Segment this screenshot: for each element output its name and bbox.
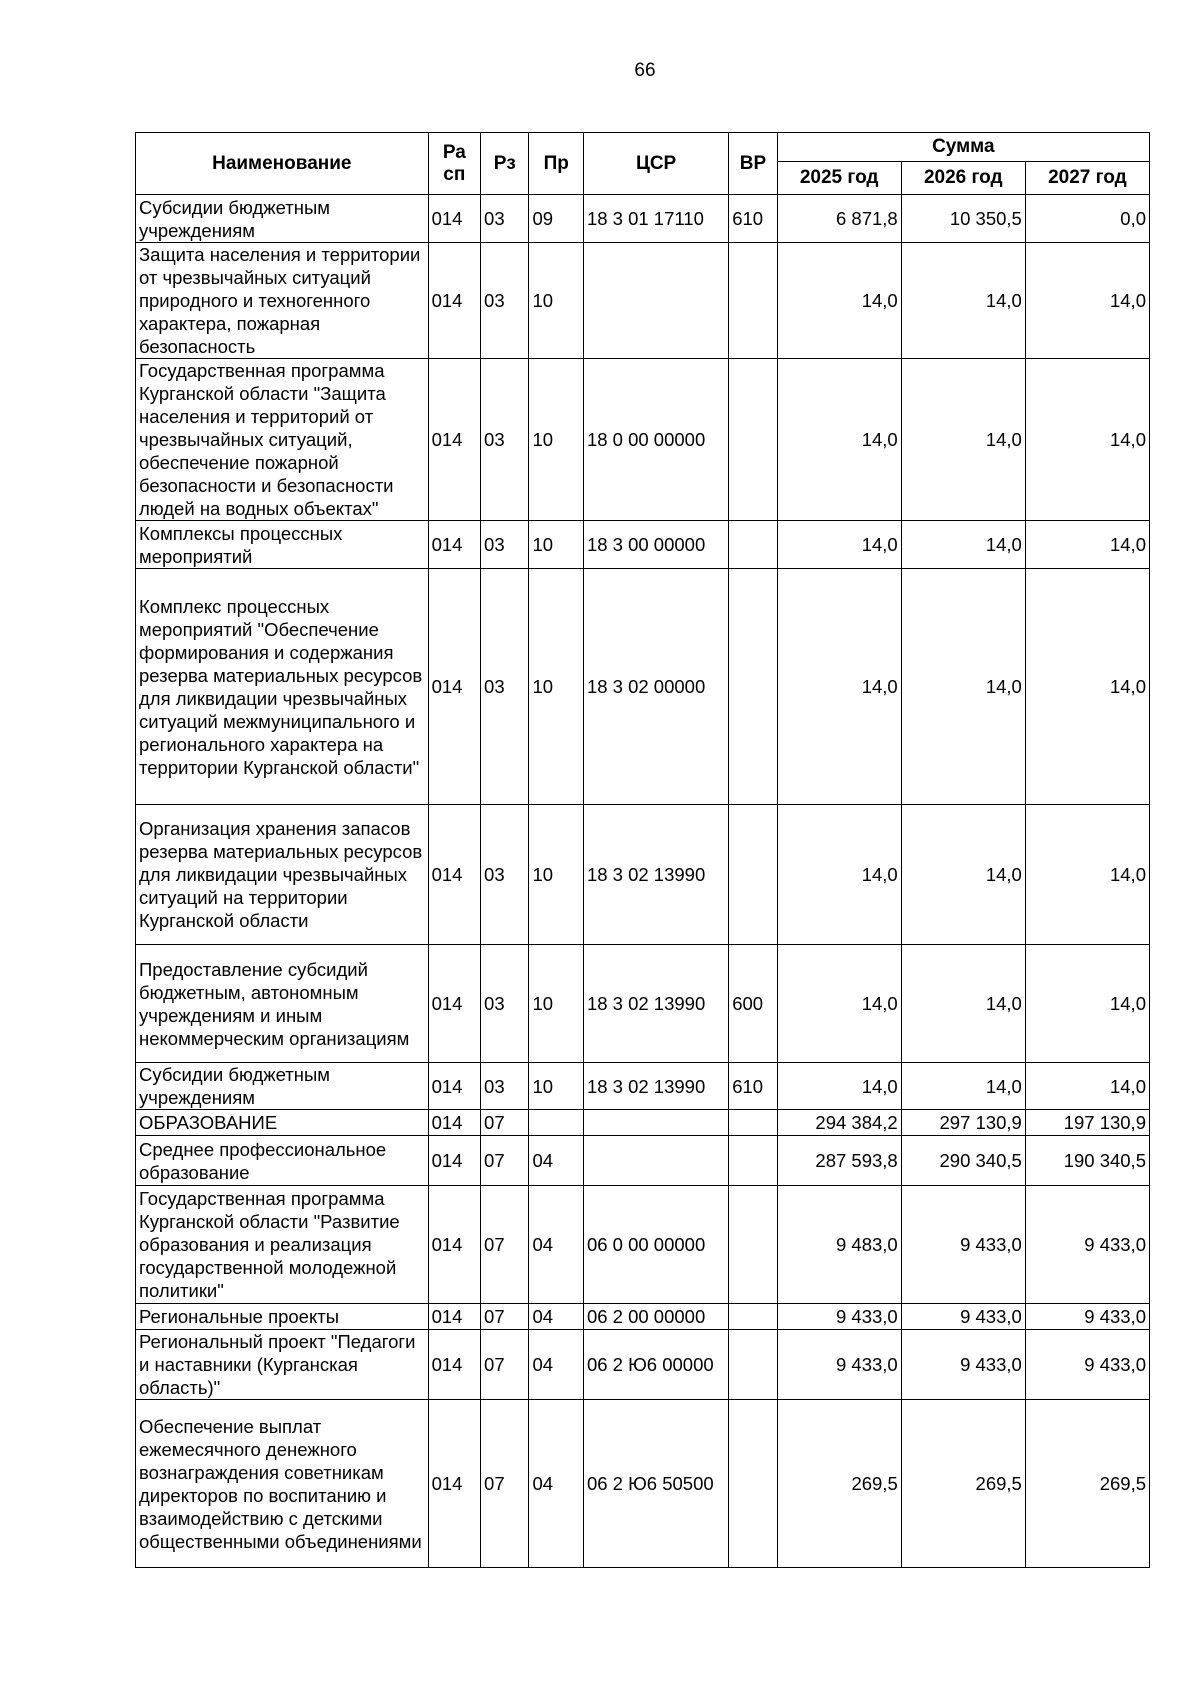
row-rasp: 014 [428,569,480,805]
row-csr: 06 2 Ю6 50500 [583,1400,728,1568]
row-amount-2026: 297 130,9 [901,1110,1025,1136]
row-vr [729,1330,777,1400]
table-row [136,1330,1150,1400]
table-row [136,569,1150,805]
row-pr: 04 [529,1330,583,1400]
header-name: Наименование [136,133,429,195]
row-pr: 04 [529,1304,583,1330]
row-rasp: 014 [428,1330,480,1400]
row-rz: 07 [481,1400,529,1568]
row-vr [729,1186,777,1304]
row-amount-2026: 14,0 [901,945,1025,1063]
row-amount-2027: 14,0 [1025,945,1149,1063]
row-amount-2027: 14,0 [1025,569,1149,805]
header-csr: ЦСР [583,133,728,195]
row-vr [729,805,777,945]
row-rz: 03 [481,359,529,521]
row-amount-2026: 14,0 [901,1063,1025,1110]
row-vr [729,569,777,805]
row-amount-2027: 190 340,5 [1025,1136,1149,1186]
row-amount-2026: 14,0 [901,569,1025,805]
row-rz: 03 [481,521,529,569]
row-pr: 04 [529,1186,583,1304]
row-rz: 03 [481,243,529,359]
row-csr: 18 0 00 00000 [583,359,728,521]
row-vr [729,1136,777,1186]
table-row [136,1110,1150,1136]
row-amount-2027: 197 130,9 [1025,1110,1149,1136]
row-amount-2027: 9 433,0 [1025,1304,1149,1330]
row-amount-2027: 14,0 [1025,805,1149,945]
row-amount-2025: 9 483,0 [777,1186,901,1304]
row-rasp: 014 [428,945,480,1063]
row-amount-2027: 269,5 [1025,1400,1149,1568]
row-name: Региональный проект "Педагоги и наставники (Курганская область)" [136,1330,429,1400]
row-rz: 07 [481,1330,529,1400]
row-rz: 07 [481,1110,529,1136]
row-csr [583,1136,728,1186]
header-sum: Сумма [777,133,1149,162]
table-row [136,243,1150,359]
row-amount-2027: 14,0 [1025,1063,1149,1110]
row-csr: 18 3 02 13990 [583,805,728,945]
row-vr: 610 [729,1063,777,1110]
row-name: Региональные проекты [136,1304,429,1330]
table-row [136,1186,1150,1304]
row-amount-2026: 269,5 [901,1400,1025,1568]
row-vr [729,1400,777,1568]
row-amount-2025: 9 433,0 [777,1330,901,1400]
row-rasp: 014 [428,243,480,359]
table-row [136,945,1150,1063]
row-name: Комплекс процессных мероприятий "Обеспечение формирования и содержания резерва материальных ресурсов для ликвидации чрезвычайных ситуаций межмуниципального и регионального характера на территории Курганской области" [136,569,429,805]
row-name: Субсидии бюджетным учреждениям [136,1063,429,1110]
row-amount-2025: 6 871,8 [777,195,901,243]
row-amount-2027: 14,0 [1025,359,1149,521]
row-name: Организация хранения запасов резерва материальных ресурсов для ликвидации чрезвычайных ситуаций на территории Курганской области [136,805,429,945]
row-vr [729,1304,777,1330]
row-rasp: 014 [428,805,480,945]
row-pr [529,1110,583,1136]
row-rasp: 014 [428,521,480,569]
row-amount-2026: 14,0 [901,243,1025,359]
row-amount-2025: 269,5 [777,1400,901,1568]
budget-table [135,132,1150,1568]
row-rasp: 014 [428,1136,480,1186]
row-rz: 03 [481,195,529,243]
row-pr: 10 [529,243,583,359]
row-amount-2026: 290 340,5 [901,1136,1025,1186]
row-name: Субсидии бюджетным учреждениям [136,195,429,243]
row-pr: 04 [529,1400,583,1568]
row-csr: 06 0 00 00000 [583,1186,728,1304]
row-csr: 18 3 00 00000 [583,521,728,569]
table-body [136,195,1150,1568]
row-rasp: 014 [428,1304,480,1330]
row-vr: 600 [729,945,777,1063]
header-pr: Пр [529,133,583,195]
row-amount-2025: 14,0 [777,243,901,359]
header-rz: Рз [481,133,529,195]
row-vr [729,243,777,359]
row-amount-2026: 9 433,0 [901,1186,1025,1304]
row-amount-2027: 14,0 [1025,521,1149,569]
row-csr: 18 3 02 00000 [583,569,728,805]
table-row [136,195,1150,243]
row-csr: 18 3 02 13990 [583,945,728,1063]
row-pr: 10 [529,569,583,805]
header-vr: ВР [729,133,777,195]
row-amount-2027: 9 433,0 [1025,1330,1149,1400]
row-csr: 18 3 01 17110 [583,195,728,243]
row-amount-2026: 14,0 [901,805,1025,945]
row-rz: 03 [481,569,529,805]
row-vr [729,1110,777,1136]
row-csr [583,1110,728,1136]
row-amount-2025: 14,0 [777,805,901,945]
row-amount-2026: 14,0 [901,359,1025,521]
row-amount-2026: 9 433,0 [901,1330,1025,1400]
row-rasp: 014 [428,195,480,243]
header-year-2025: 2025 год [777,162,901,195]
row-amount-2026: 9 433,0 [901,1304,1025,1330]
header-rasp: Ра сп [428,133,480,195]
table-row [136,805,1150,945]
page-number: 66 [634,60,656,81]
header-year-2027: 2027 год [1025,162,1149,195]
row-csr [583,243,728,359]
table-row [136,1304,1150,1330]
row-amount-2027: 14,0 [1025,243,1149,359]
row-pr: 10 [529,805,583,945]
row-name: Предоставление субсидий бюджетным, автономным учреждениям и иным некоммерческим организациям [136,945,429,1063]
row-rasp: 014 [428,1110,480,1136]
row-vr: 610 [729,195,777,243]
row-name: Комплексы процессных мероприятий [136,521,429,569]
row-csr: 06 2 Ю6 00000 [583,1330,728,1400]
row-amount-2027: 0,0 [1025,195,1149,243]
row-amount-2025: 14,0 [777,945,901,1063]
row-pr: 10 [529,1063,583,1110]
row-rasp: 014 [428,359,480,521]
row-amount-2027: 9 433,0 [1025,1186,1149,1304]
table-row [136,1063,1150,1110]
row-rz: 03 [481,945,529,1063]
row-pr: 10 [529,521,583,569]
row-rz: 07 [481,1136,529,1186]
row-name: Обеспечение выплат ежемесячного денежного вознаграждения советникам директоров по воспитанию и взаимодействию с детскими общественными объединениями [136,1400,429,1568]
row-amount-2025: 14,0 [777,521,901,569]
row-rz: 03 [481,805,529,945]
header-year-2026: 2026 год [901,162,1025,195]
row-rz: 03 [481,1063,529,1110]
row-rz: 07 [481,1186,529,1304]
row-name: Государственная программа Курганской области "Защита населения и территорий от чрезвычайных ситуаций, обеспечение пожарной безопасности и безопасности людей на водных объектах" [136,359,429,521]
row-rasp: 014 [428,1400,480,1568]
table-row [136,521,1150,569]
row-rasp: 014 [428,1186,480,1304]
row-pr: 04 [529,1136,583,1186]
table-row [136,1400,1150,1568]
row-csr: 06 2 00 00000 [583,1304,728,1330]
row-vr [729,359,777,521]
row-rz: 07 [481,1304,529,1330]
row-amount-2026: 14,0 [901,521,1025,569]
row-pr: 10 [529,359,583,521]
row-amount-2025: 9 433,0 [777,1304,901,1330]
row-amount-2026: 10 350,5 [901,195,1025,243]
row-name: ОБРАЗОВАНИЕ [136,1110,429,1136]
row-amount-2025: 14,0 [777,1063,901,1110]
row-name: Среднее профессиональное образование [136,1136,429,1186]
row-csr: 18 3 02 13990 [583,1063,728,1110]
table-row [136,359,1150,521]
row-pr: 10 [529,945,583,1063]
row-amount-2025: 14,0 [777,359,901,521]
row-amount-2025: 287 593,8 [777,1136,901,1186]
row-pr: 09 [529,195,583,243]
row-name: Защита населения и территории от чрезвычайных ситуаций природного и техногенного характера, пожарная безопасность [136,243,429,359]
row-rasp: 014 [428,1063,480,1110]
row-amount-2025: 14,0 [777,569,901,805]
row-name: Государственная программа Курганской области "Развитие образования и реализация государственной молодежной политики" [136,1186,429,1304]
row-amount-2025: 294 384,2 [777,1110,901,1136]
row-vr [729,521,777,569]
table-row [136,1136,1150,1186]
